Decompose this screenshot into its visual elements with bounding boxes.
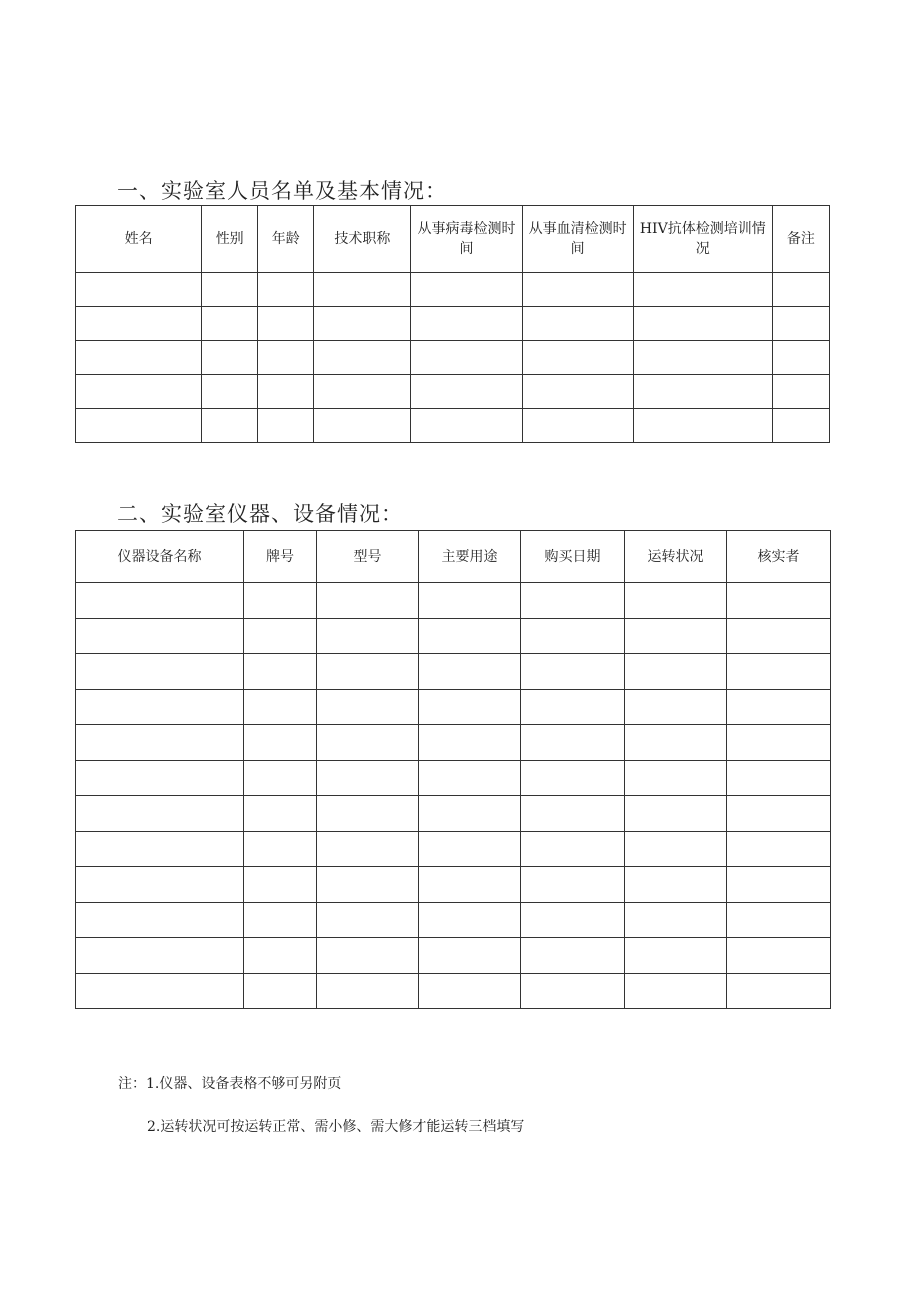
- equipment-table-cell[interactable]: [727, 725, 831, 761]
- equipment-table-cell[interactable]: [76, 867, 244, 903]
- header-serum-testing-time: 从事血清检测时间: [522, 206, 633, 273]
- personnel-table-row: [76, 307, 830, 341]
- equipment-table-cell[interactable]: [317, 796, 419, 832]
- equipment-table-cell[interactable]: [521, 902, 625, 938]
- equipment-table-cell[interactable]: [317, 725, 419, 761]
- equipment-table-row: [76, 902, 831, 938]
- personnel-table-row: [76, 375, 830, 409]
- equipment-section-title: 二、实验室仪器、设备情况：: [117, 502, 403, 526]
- personnel-table-cell[interactable]: [76, 273, 202, 307]
- equipment-table-cell[interactable]: [244, 689, 317, 725]
- equipment-table-cell[interactable]: [76, 654, 244, 690]
- personnel-table-cell[interactable]: [314, 409, 411, 443]
- equipment-table-cell[interactable]: [521, 938, 625, 974]
- note-line-2: 2.运转状况可按运转正常、需小修、需大修才能运转三档填写: [147, 1119, 525, 1135]
- equipment-table-cell[interactable]: [521, 689, 625, 725]
- personnel-table-cell[interactable]: [76, 375, 202, 409]
- equipment-table-row: [76, 618, 831, 654]
- personnel-table-cell[interactable]: [633, 341, 772, 375]
- equipment-table-cell[interactable]: [625, 583, 727, 619]
- equipment-table-cell[interactable]: [521, 760, 625, 796]
- equipment-table-cell[interactable]: [76, 725, 244, 761]
- personnel-table-cell[interactable]: [522, 273, 633, 307]
- equipment-table-cell[interactable]: [317, 760, 419, 796]
- equipment-table-cell[interactable]: [419, 938, 521, 974]
- personnel-table-cell[interactable]: [522, 307, 633, 341]
- personnel-table-row: [76, 273, 830, 307]
- personnel-table-cell[interactable]: [633, 307, 772, 341]
- personnel-table-cell[interactable]: [202, 341, 258, 375]
- personnel-table-cell[interactable]: [522, 375, 633, 409]
- equipment-table-row: [76, 831, 831, 867]
- header-operating-status: 运转状况: [625, 531, 727, 583]
- equipment-table-cell[interactable]: [625, 867, 727, 903]
- equipment-header-row: [76, 531, 831, 583]
- personnel-table-cell[interactable]: [314, 307, 411, 341]
- equipment-table-cell[interactable]: [244, 654, 317, 690]
- equipment-table-cell[interactable]: [419, 831, 521, 867]
- header-virus-testing-time: 从事病毒检测时间: [411, 206, 522, 273]
- personnel-table-cell[interactable]: [202, 273, 258, 307]
- equipment-table-cell[interactable]: [727, 867, 831, 903]
- personnel-table-cell[interactable]: [76, 307, 202, 341]
- equipment-table-cell[interactable]: [625, 760, 727, 796]
- header-gender: 性别: [202, 206, 258, 273]
- equipment-table-cell[interactable]: [419, 796, 521, 832]
- personnel-table-cell[interactable]: [411, 307, 522, 341]
- header-hiv-training: HIV抗体检测培训情况: [633, 206, 772, 273]
- equipment-table-cell[interactable]: [727, 831, 831, 867]
- personnel-table-row: [76, 341, 830, 375]
- equipment-table-row: [76, 725, 831, 761]
- equipment-table-cell[interactable]: [244, 938, 317, 974]
- equipment-table-cell[interactable]: [625, 654, 727, 690]
- header-verifier: 核实者: [727, 531, 831, 583]
- equipment-table-cell[interactable]: [317, 583, 419, 619]
- equipment-table-cell[interactable]: [521, 831, 625, 867]
- equipment-table-row: [76, 583, 831, 619]
- personnel-table-cell[interactable]: [772, 409, 829, 443]
- equipment-table-cell[interactable]: [76, 831, 244, 867]
- personnel-table-cell[interactable]: [411, 341, 522, 375]
- header-brand: 牌号: [244, 531, 317, 583]
- equipment-table-cell[interactable]: [727, 583, 831, 619]
- equipment-table-cell[interactable]: [76, 618, 244, 654]
- equipment-table-cell[interactable]: [244, 973, 317, 1009]
- equipment-table-cell[interactable]: [727, 938, 831, 974]
- equipment-table-cell[interactable]: [521, 654, 625, 690]
- equipment-table-cell[interactable]: [76, 796, 244, 832]
- equipment-table-cell[interactable]: [76, 938, 244, 974]
- personnel-table-cell[interactable]: [633, 409, 772, 443]
- equipment-table-cell[interactable]: [419, 902, 521, 938]
- equipment-table-cell[interactable]: [76, 689, 244, 725]
- personnel-table-cell[interactable]: [411, 375, 522, 409]
- personnel-table-cell[interactable]: [314, 375, 411, 409]
- equipment-table-cell[interactable]: [419, 973, 521, 1009]
- equipment-table-cell[interactable]: [76, 583, 244, 619]
- personnel-table-cell[interactable]: [772, 307, 829, 341]
- equipment-table-cell[interactable]: [317, 654, 419, 690]
- header-equipment-name: 仪器设备名称: [76, 531, 244, 583]
- equipment-table-cell[interactable]: [317, 831, 419, 867]
- header-age: 年龄: [258, 206, 314, 273]
- personnel-table-cell[interactable]: [522, 409, 633, 443]
- equipment-table-cell[interactable]: [625, 796, 727, 832]
- equipment-table-cell[interactable]: [521, 725, 625, 761]
- personnel-table: [75, 205, 830, 443]
- equipment-table-cell[interactable]: [419, 760, 521, 796]
- equipment-table-cell[interactable]: [521, 796, 625, 832]
- equipment-table-cell[interactable]: [317, 618, 419, 654]
- equipment-table-cell[interactable]: [625, 973, 727, 1009]
- equipment-table-cell[interactable]: [727, 689, 831, 725]
- equipment-table-cell[interactable]: [317, 902, 419, 938]
- header-model: 型号: [317, 531, 419, 583]
- equipment-table-cell[interactable]: [244, 618, 317, 654]
- personnel-table-cell[interactable]: [633, 273, 772, 307]
- equipment-table-cell[interactable]: [419, 654, 521, 690]
- personnel-table-cell[interactable]: [772, 341, 829, 375]
- equipment-table-cell[interactable]: [521, 867, 625, 903]
- equipment-table-cell[interactable]: [244, 831, 317, 867]
- equipment-table-cell[interactable]: [317, 973, 419, 1009]
- equipment-table-cell[interactable]: [625, 831, 727, 867]
- note-line-1: 注：1.仪器、设备表格不够可另附页: [118, 1076, 342, 1092]
- equipment-table-cell[interactable]: [727, 973, 831, 1009]
- personnel-table-cell[interactable]: [258, 341, 314, 375]
- personnel-table-cell[interactable]: [202, 375, 258, 409]
- equipment-table-row: [76, 760, 831, 796]
- equipment-table-cell[interactable]: [521, 973, 625, 1009]
- personnel-table-cell[interactable]: [258, 273, 314, 307]
- equipment-table-cell[interactable]: [244, 760, 317, 796]
- personnel-table-cell[interactable]: [314, 341, 411, 375]
- equipment-table-cell[interactable]: [317, 867, 419, 903]
- personnel-table-cell[interactable]: [202, 409, 258, 443]
- equipment-table-row: [76, 973, 831, 1009]
- header-purchase-date: 购买日期: [521, 531, 625, 583]
- equipment-table-cell[interactable]: [521, 618, 625, 654]
- personnel-table-cell[interactable]: [772, 273, 829, 307]
- personnel-table-cell[interactable]: [314, 273, 411, 307]
- personnel-table-cell[interactable]: [411, 409, 522, 443]
- equipment-table-cell[interactable]: [625, 902, 727, 938]
- equipment-table-cell[interactable]: [419, 689, 521, 725]
- equipment-table-cell[interactable]: [625, 618, 727, 654]
- personnel-table-cell[interactable]: [258, 409, 314, 443]
- header-name: 姓名: [76, 206, 202, 273]
- personnel-header-row: [76, 206, 830, 273]
- equipment-table-cell[interactable]: [521, 583, 625, 619]
- equipment-table-cell[interactable]: [625, 725, 727, 761]
- equipment-table-cell[interactable]: [727, 760, 831, 796]
- personnel-table-cell[interactable]: [76, 341, 202, 375]
- equipment-table-cell[interactable]: [419, 867, 521, 903]
- personnel-table-cell[interactable]: [76, 409, 202, 443]
- equipment-table-row: [76, 796, 831, 832]
- equipment-table-cell[interactable]: [727, 618, 831, 654]
- personnel-section-title: 一、实验室人员名单及基本情况：: [117, 179, 447, 203]
- header-remarks: 备注: [772, 206, 829, 273]
- equipment-table-cell[interactable]: [727, 902, 831, 938]
- equipment-table-cell[interactable]: [76, 902, 244, 938]
- equipment-table-row: [76, 689, 831, 725]
- equipment-table-cell[interactable]: [419, 583, 521, 619]
- equipment-table-cell[interactable]: [244, 725, 317, 761]
- equipment-table-row: [76, 654, 831, 690]
- equipment-table-cell[interactable]: [76, 973, 244, 1009]
- equipment-table: [75, 530, 831, 1009]
- equipment-table-cell[interactable]: [244, 867, 317, 903]
- equipment-table-cell[interactable]: [419, 725, 521, 761]
- personnel-table-cell[interactable]: [772, 375, 829, 409]
- personnel-table-cell[interactable]: [258, 375, 314, 409]
- equipment-table-cell[interactable]: [727, 654, 831, 690]
- personnel-table-cell[interactable]: [258, 307, 314, 341]
- personnel-table-cell[interactable]: [202, 307, 258, 341]
- equipment-table-cell[interactable]: [317, 689, 419, 725]
- personnel-table-cell[interactable]: [633, 375, 772, 409]
- equipment-table-cell[interactable]: [317, 938, 419, 974]
- equipment-table-cell[interactable]: [625, 689, 727, 725]
- equipment-table-cell[interactable]: [244, 583, 317, 619]
- equipment-table-cell[interactable]: [727, 796, 831, 832]
- equipment-table-cell[interactable]: [244, 902, 317, 938]
- equipment-table-cell[interactable]: [625, 938, 727, 974]
- equipment-table-cell[interactable]: [76, 760, 244, 796]
- header-title: 技术职称: [314, 206, 411, 273]
- personnel-table-row: [76, 409, 830, 443]
- personnel-table-cell[interactable]: [411, 273, 522, 307]
- equipment-table-row: [76, 938, 831, 974]
- personnel-table-cell[interactable]: [522, 341, 633, 375]
- header-main-use: 主要用途: [419, 531, 521, 583]
- equipment-table-cell[interactable]: [244, 796, 317, 832]
- equipment-table-row: [76, 867, 831, 903]
- equipment-table-cell[interactable]: [419, 618, 521, 654]
